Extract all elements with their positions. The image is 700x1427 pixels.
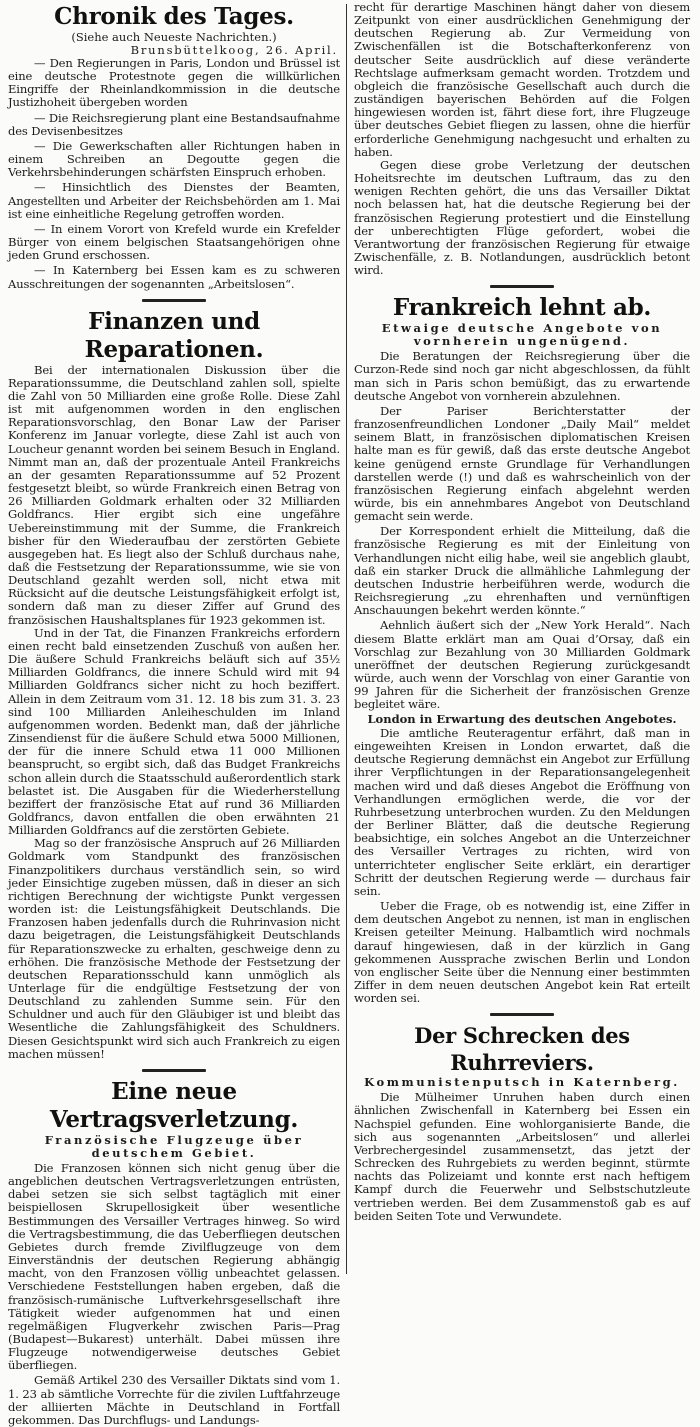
section-separator — [142, 1069, 206, 1072]
article-paragraph: Die Mülheimer Unruhen haben durch einen ähnlichen Zwischenfall in Katernberg bei Essen ein Nachspiel gefunden. Eine wohlorganisierte Bande, die sich aus sogenannten „Arbeitslosen“ und allerlei Verbrechergesindel zusammensetzt, das jetzt der Schrecken des Ruhrgebiets zu werden beginnt, stürmte nachts das Polizeiamt und konnte erst nach heftigem Kampf durch die Feuerwehr und Selbstschutzleute vertrieben werden. Bei dem Zusammenstoß gab es auf beiden Seiten Tote und Verwundete. — [354, 1090, 690, 1223]
article-vertrag-continued — [354, 1, 690, 277]
chronik-item: — Die Reichsregierung plant eine Bestandsaufnahme des Devisenbesitzes — [8, 110, 340, 138]
chronik-subtitle: (Siehe auch Neueste Nachrichten.) — [71, 30, 277, 44]
chronik-item: — In Katernberg bei Essen kam es zu schweren Ausschreitungen der sogenannten „Arbeitslosen“. — [8, 263, 340, 291]
article-finanzen — [8, 308, 340, 1061]
column-divider — [346, 4, 347, 1274]
article-paragraph: recht für derartige Maschinen hängt daher von diesem Zeitpunkt von einer ausdrücklichen Genehmigung der deutschen Regierung ab. Zur Vermeidung von Zwischenfällen ist die Botschafterkonferenz von deutscher Seite ausdrücklich auf diese veränderte Rechtslage aufmerksam gemacht worden. Trotzdem und obgleich die französische Gesellschaft auch durch die zuständigen bayerischen Behörden auf die Folgen hingewiesen worden ist, fährt diese fort, ihre Flugzeuge über deutsches Gebiet fliegen zu lassen, ohne die hierfür erforderliche Genehmigung nachgesucht und erhalten zu haben. — [354, 0, 690, 159]
vertrag-kicker: Französische Flugzeuge über deutschem Gebiet. — [44, 1132, 304, 1160]
right-column — [354, 1, 690, 1223]
section-separator — [490, 1013, 554, 1016]
headline-frankreich: Frankreich lehnt ab. — [392, 294, 652, 322]
article-vertrag — [8, 1078, 340, 1427]
article-paragraph: Mag so der französische Anspruch auf 26 Milliarden Goldmark vom Standpunkt des französischen Finanzpolitikers durchaus verständlich sein, so wird jeder Einsichtige zugeben müssen, daß in dieser an sich richtigen Berechnung der wichtigste Punkt vergessen worden ist: die Leistungsfähigkeit Deutschlands. Die Franzosen haben jedenfalls durch die Ruhrinvasion nicht dazu beigetragen, die Leistungsfähigkeit Deutschlands für Reparationszwecke zu erhalten, geschweige denn zu erhöhen. Die französische Methode der Festsetzung der deutschen Reparationsschuld kann unmöglich als Unterlage für die endgültige Festsetzung der von Deutschland zu zahlenden Summe sein. Für den Schuldner und auch für den Gläubiger ist und bleibt das Wesentliche die Zahlungsfähigkeit des Schuldners. Diesen Gesichtspunkt wird sich auch Frankreich zu eigen machen müssen! — [8, 836, 340, 1061]
section-separator — [142, 299, 206, 302]
article-paragraph: Die amtliche Reuteragentur erfährt, daß man in eingeweihten Kreisen in London erwartet, daß die deutsche Regierung demnächst ein Angebot zur Erfüllung ihrer Verpflichtungen in der Reparationsangelegenheit machen wird und daß dieses Angebot die Eröffnung von Verhandlungen ermöglichen werde, die vor der Ruhrbesetzung unterbrochen wurden. Zu den Meldungen der Berliner Blätter, daß die deutsche Regierung beabsichtige, ein solches Angebot an die Unterzeichner des Versailler Vertrages zu richten, wird von unterrichteter englischer Seite erklärt, ein derartiger Schritt der deutschen Regierung werde — durchaus fair sein. — [354, 726, 690, 898]
chronik-item: — Hinsichtlich des Dienstes der Beamten, Angestellten und Arbeiter der Reichsbehörden am 1. Mai ist eine einheitliche Regelung getroffen worden. — [8, 180, 340, 221]
article-paragraph: Der Korrespondent erhielt die Mitteilung, daß die französische Regierung es mit der Einleitung von Verhandlungen nicht eilig habe, weil sie angeblich glaubt, daß ein starker Druck die allmähliche Lahmlegung der deutschen Industrie herbeiführen werde, wodurch die Reichsregierung „zu ehrenhaften und vernünftigen Anschauungen bekehrt werden könnte.“ — [354, 524, 690, 618]
section-separator — [490, 285, 554, 288]
article-paragraph: Bei der internationalen Diskussion über die Reparationssumme, die Deutschland zahlen soll, spielte die Zahl von 50 Milliarden eine große Rolle. Diese Zahl ist mit aufgenommen worden in den englischen Reparationsvorschlag, den Bonar Law der Pariser Konferenz im Januar vorlegte, diese Zahl ist auch von Loucheur genannt worden bei seinem Besuch in England. Nimmt man an, daß der prozentuale Anteil Frankreichs an der gesamten Reparationssumme auf 52 Prozent festgesetzt bleibt, so würde Frankreich einen Betrag von 26 Milliarden Goldmark erhalten oder 32 Milliarden Goldfrancs. Hier ergibt sich eine ungefähre Uebereinstimmung mit der Summe, die Frankreich bisher für den Wiederaufbau der zerstörten Gebiete ausgegeben hat. Es liegt also der Schluß durchaus nahe, daß die Festsetzung der Reparationssumme, wie sie von Deutschland gezahlt werden soll, nicht etwa mit Rücksicht auf die deutsche Leistungsfähigkeit erfolgt ist, sondern daß man zu dieser Ziffer auf Grund des französischen Haushaltsplanes für 1923 gekommen ist. — [8, 362, 340, 627]
article-paragraph: Und in der Tat, die Finanzen Frankreichs erfordern einen recht bald einsetzenden Zuschuß von außen her. Die äußere Schuld Frankreichs beläuft sich auf 35½ Milliarden Goldfrancs, die innere Schuld wird mit 94 Milliarden Goldfrancs sicher nicht zu hoch beziffert. Allein in dem Zeitraum vom 31. 12. 18 bis zum 31. 3. 23 sind 100 Milliarden Anleiheschulden im Inland aufgenommen worden. Bedenkt man, daß der jährliche Zinsendienst für die äußere Schuld etwa 5000 Millionen, der für die innere Schuld etwa 11 000 Millionen beansprucht, so ergibt sich, daß das Budget Frankreichs schon allein durch die Staatsschuld außerordentlich stark belastet ist. Die Ausgaben für die Wiederherstellung beziffert der französische Etat auf rund 36 Milliarden Goldfrancs, davon entfallen die oben erwähnten 21 Milliarden Goldfrancs auf die zerstörten Gebiete. — [8, 625, 340, 838]
article-ruhr — [354, 1022, 690, 1223]
article-chronik — [8, 3, 340, 291]
article-paragraph: Gemäß Artikel 230 des Versailler Diktats sind vom 1. 1. 23 ab sämtliche Vorrechte für die zivilen Luftfahrzeuge der alliierten Mächte in Deutschland in Fortfall gekommen. Das Durchflugs- und Landungs- — [8, 1373, 340, 1427]
chronik-item: — Die Gewerkschaften aller Richtungen haben in einem Schreiben an Degoutte gegen die Verkehrsbehinderungen schärfsten Einspruch erhoben. — [8, 138, 340, 180]
headline-finanzen: Finanzen und Reparationen. — [84, 307, 264, 363]
headline-ruhr: Der Schrecken des Ruhrreviers. — [414, 1023, 630, 1076]
ruhr-kicker: Kommunistenputsch in Katernberg. — [364, 1075, 680, 1090]
left-column — [8, 0, 340, 1427]
article-frankreich — [354, 294, 690, 1005]
article-paragraph: Gegen diese grobe Verletzung der deutschen Hoheitsrechte im deutschen Luftraum, das zu den wenigen Rechten gehört, die uns das Versailler Diktat noch belassen hat, hat die deutsche Regierung bei der französischen Regierung protestiert und die Einstellung der unberechtigten Flüge gefordert, wobei die Verantwortung der französischen Regierung für etwaige Zwischenfälle, z. B. Notlandungen, ausdrücklich betont wird. — [354, 157, 690, 278]
article-paragraph: Die Beratungen der Reichsregierung über die Curzon-Rede sind noch gar nicht abgeschlossen, da fühlt man sich in Paris schon bemüßigt, das zu erwartende deutsche Angebot von vornherein abzulehnen. — [354, 349, 690, 403]
chronik-item: — Den Regierungen in Paris, London und Brüssel ist eine deutsche Protestnote gegen die willkürlichen Eingriffe der Rheinlandkommission in die deutsche Justizhoheit übergeben worden — [8, 56, 340, 110]
article-paragraph: Ueber die Frage, ob es notwendig ist, eine Ziffer in dem deutschen Angebot zu nennen, ist man in englischen Kreisen geteilter Meinung. Halbamtlich wird nochmals darauf hingewiesen, daß in der kürzlich in Gang gekommenen Aussprache zwischen Berlin und London von englischer Seite über die Nennung einer bestimmten Ziffer in dem neuen deutschen Angebot kein Rat erteilt worden sei. — [354, 899, 690, 1006]
headline-chronik: Chronik des Tages. — [54, 3, 294, 30]
headline-vertrag: Eine neue Vertragsverletzung. — [49, 1077, 299, 1133]
article-paragraph: Der Pariser Berichterstatter der franzosenfreundlichen Londoner „Daily Mail“ meldet seinem Blatt, in französischen diplomatischen Kreisen halte man es für gewiß, daß das erste deutsche Angebot keine genügend ernste Grundlage für Verhandlungen darstellen werde (!) und daß es wahrscheinlich von der französischen Regierung einfach abgelehnt werden würde, bis ein annehmbares Angebot von Deutschland gemacht sein werde. — [354, 403, 690, 524]
chronik-dateline: Brunsbüttelkoog, 26. April. — [130, 43, 338, 57]
frankreich-kicker: Etwaige deutsche Angebote von vornherein ungenügend. — [381, 321, 663, 349]
article-paragraph: Aehnlich äußert sich der „New York Herald“. Nach diesem Blatte erklärt man am Quai d’Orsay, daß ein Vorschlag zur Bezahlung von 30 Milliarden Goldmark uneröffnet der deutschen Regierung zurückgesandt würde, auch wenn der Vorschlag von einer Garantie von 99 Jahren für die Sicherheit der französischen Grenze begleitet wäre. — [354, 618, 690, 712]
article-paragraph: Die Franzosen können sich nicht genug über die angeblichen deutschen Vertragsverletzungen entrüsten, dabei setzen sie sich selbst tagtäglich mit einer beispiellosen Skrupellosigkeit über wesentliche Bestimmungen des Versailler Vertrages hinweg. So wird die Vertragsbestimmung, die das Ueberfliegen deutschen Gebietes durch fremde Zivilflugzeuge von dem Einverständnis der deutschen Regierung abhängig macht, von den Franzosen völlig unbeachtet gelassen. Verschiedene Feststellungen haben ergeben, daß die französisch-rumänische Luftverkehrsgesellschaft ihre Tätigkeit wieder aufgenommen hat und einen regelmäßigen Flugverkehr zwischen Paris—Prag (Budapest—Bukarest) unterhält. Dabei müssen ihre Flugzeuge notwendigerweise deutsches Gebiet überfliegen. — [8, 1160, 340, 1373]
inline-subheading: London in Erwartung des deutschen Angebotes. — [367, 711, 677, 726]
chronik-item: — In einem Vorort von Krefeld wurde ein Krefelder Bürger von einem belgischen Staatsangehörigen ohne jeden Grund erschossen. — [8, 221, 340, 263]
